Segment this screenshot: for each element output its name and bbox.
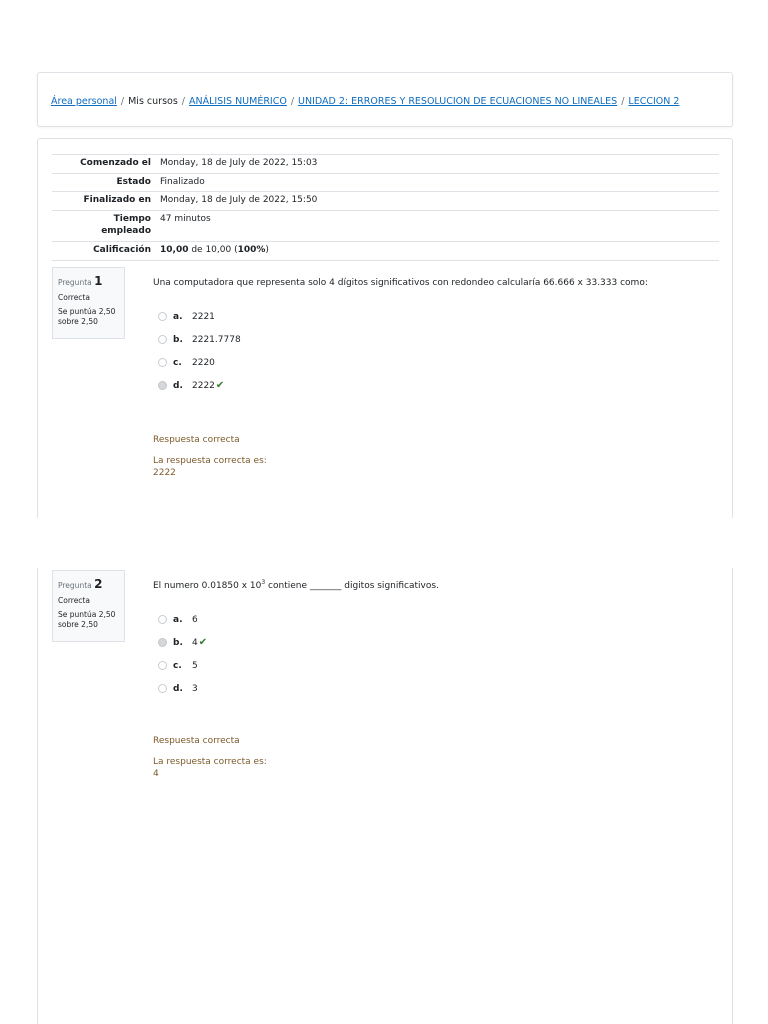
summary-row-state xyxy=(52,173,719,192)
check-icon: ✔ xyxy=(198,637,208,648)
answer-list xyxy=(158,608,207,700)
summary-label: Calificación xyxy=(93,244,151,255)
question-grade: Se puntúa 2,50 sobre 2,50 xyxy=(58,307,116,327)
breadcrumb-unit[interactable]: UNIDAD 2: ERRORES Y RESOLUCION DE ECUACIONES NO LINEALES xyxy=(298,96,618,107)
question-label: Pregunta xyxy=(58,278,92,287)
breadcrumb xyxy=(37,72,733,127)
summary-row-finished xyxy=(52,192,719,211)
summary-value xyxy=(151,241,719,260)
answer-value: 3 xyxy=(192,683,198,694)
answer-value: 2222 xyxy=(192,380,215,391)
answer-option-c[interactable] xyxy=(158,654,207,677)
breadcrumb-mis-cursos: Mis cursos xyxy=(128,96,178,107)
summary-value: Monday, 18 de July de 2022, 15:03 xyxy=(160,158,318,168)
radio-button-selected[interactable] xyxy=(158,381,167,390)
radio-button[interactable] xyxy=(158,684,167,693)
attempt-summary-table xyxy=(52,154,719,261)
breadcrumb-separator: / xyxy=(120,96,125,107)
summary-label: Estado xyxy=(116,176,151,187)
summary-value: Finalizado xyxy=(160,176,205,187)
answer-letter: b. xyxy=(173,637,183,648)
radio-button[interactable] xyxy=(158,358,167,367)
feedback-text: Respuesta correcta xyxy=(153,435,240,445)
radio-button[interactable] xyxy=(158,312,167,321)
summary-label: Finalizado en xyxy=(83,195,151,206)
answer-letter: a. xyxy=(173,614,183,625)
question-state: Correcta xyxy=(58,595,90,605)
answer-option-d[interactable] xyxy=(158,374,241,397)
radio-button[interactable] xyxy=(158,615,167,624)
answer-letter: c. xyxy=(173,357,182,368)
breadcrumb-separator: / xyxy=(290,96,295,107)
correct-answer-value: 4 xyxy=(153,769,159,780)
quiz-review-page-1 xyxy=(37,138,733,518)
quiz-review-page-2 xyxy=(37,568,733,1024)
answer-value: 4 xyxy=(192,637,198,648)
question-number: 2 xyxy=(94,577,103,591)
check-icon: ✔ xyxy=(215,380,225,391)
breadcrumb-area-personal[interactable]: Área personal xyxy=(51,96,117,107)
answer-value: 6 xyxy=(192,614,198,625)
answer-option-b[interactable] xyxy=(158,631,207,654)
summary-value: Monday, 18 de July de 2022, 15:50 xyxy=(160,195,318,206)
correct-answer-label: La respuesta correcta es: xyxy=(153,455,267,466)
breadcrumb-lesson[interactable]: LECCION 2 xyxy=(628,96,680,107)
feedback-text: Respuesta correcta xyxy=(153,736,240,746)
summary-row-started xyxy=(52,155,719,174)
question-text xyxy=(153,579,439,591)
summary-row-time xyxy=(52,210,719,241)
answer-option-c[interactable] xyxy=(158,351,241,374)
summary-label: Tiempo empleado xyxy=(101,213,151,237)
breadcrumb-course[interactable]: ANÁLISIS NUMÉRICO xyxy=(188,96,287,107)
correct-answer-value: 2222 xyxy=(153,468,176,479)
question-text-pre: El numero 0.01850 x 10 xyxy=(153,581,262,591)
answer-letter: d. xyxy=(173,683,183,694)
grade-percent: 100% xyxy=(237,244,266,255)
answer-letter: c. xyxy=(173,660,182,671)
answer-value: 5 xyxy=(192,660,198,671)
breadcrumb-separator: / xyxy=(181,96,185,107)
question-feedback xyxy=(153,735,267,781)
answer-option-a[interactable] xyxy=(158,608,207,631)
radio-button-selected[interactable] xyxy=(158,638,167,647)
answer-value: 2221.7778 xyxy=(192,334,241,345)
answer-option-a[interactable] xyxy=(158,305,241,328)
grade-score: 10,00 xyxy=(160,244,189,255)
question-number: 1 xyxy=(94,274,103,288)
answer-letter: b. xyxy=(173,334,183,345)
summary-value: 47 minutos xyxy=(160,213,211,224)
question-text-exponent: 3 xyxy=(261,579,266,586)
summary-row-grade xyxy=(52,241,719,260)
answer-list xyxy=(158,305,241,397)
question-info-1 xyxy=(52,267,125,339)
question-grade: Se puntúa 2,50 sobre 2,50 xyxy=(58,610,116,630)
radio-button[interactable] xyxy=(158,661,167,670)
answer-letter: a. xyxy=(173,311,183,322)
question-label: Pregunta xyxy=(58,581,92,590)
answer-option-b[interactable] xyxy=(158,328,241,351)
radio-button[interactable] xyxy=(158,335,167,344)
question-text-post: contiene _______ digitos significativos. xyxy=(265,581,439,591)
summary-label: Comenzado el xyxy=(80,158,151,168)
correct-answer-label: La respuesta correcta es: xyxy=(153,756,267,767)
answer-letter: d. xyxy=(173,380,183,391)
question-feedback xyxy=(153,434,267,480)
question-state: Correcta xyxy=(58,292,90,302)
question-info-2 xyxy=(52,570,125,642)
grade-close: ) xyxy=(265,244,269,255)
question-text: Una computadora que representa solo 4 dígitos significativos con redondeo calcularía 66.666 x 33.333 como: xyxy=(153,278,648,288)
answer-option-d[interactable] xyxy=(158,677,207,700)
grade-of: de 10,00 ( xyxy=(188,244,238,255)
answer-value: 2220 xyxy=(192,357,215,368)
breadcrumb-separator: / xyxy=(621,96,625,107)
answer-value: 2221 xyxy=(192,311,215,322)
